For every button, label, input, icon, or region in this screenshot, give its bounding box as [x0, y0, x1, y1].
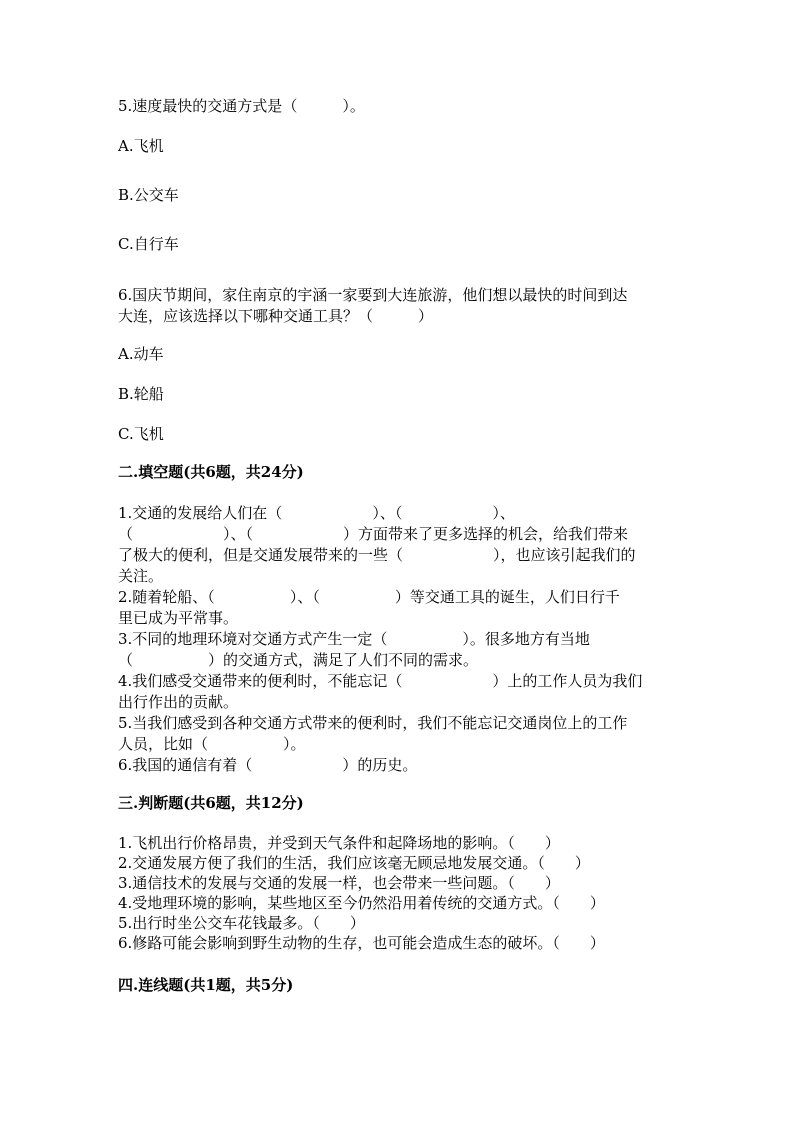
- q5-stem: 5.速度最快的交通方式是（ ）。: [118, 97, 365, 115]
- fill-line: 4.我们感受交通带来的便利时，不能忘记（ ）上的工作人员为我们: [118, 672, 643, 690]
- fill-line: （ ）的交通方式，满足了人们不同的需求。: [118, 651, 479, 669]
- fill-line: 人员，比如（ ）。: [118, 735, 306, 753]
- fill-line: 3.不同的地理环境对交通方式产生一定（ ）。很多地方有当地: [118, 630, 590, 648]
- judge-item: 3.通信技术的发展与交通的发展一样，也会带来一些问题。（ ）: [118, 874, 560, 892]
- judge-item: 2.交通发展方便了我们的生活，我们应该毫无顾忌地发展交通。（ ）: [118, 854, 590, 872]
- fill-line: 里已成为平常事。: [118, 609, 239, 627]
- fill-line: 出行作出的贡献。: [118, 693, 239, 711]
- section2-heading: 二.填空题(共6题，共24分): [118, 463, 304, 481]
- q6-stem-line1: 6.国庆节期间，家住南京的宇涵一家要到大连旅游，他们想以最快的时间到达: [118, 286, 628, 304]
- fill-line: 1.交通的发展给人们在（ ）、（ ）、: [118, 504, 515, 522]
- q5-option-c: C.自行车: [118, 235, 179, 253]
- fill-line: 了极大的便利，但是交通发展带来的一些（ ），也应该引起我们的: [118, 546, 636, 564]
- q6-option-c: C.飞机: [118, 425, 164, 443]
- judge-item: 1.飞机出行价格昂贵，并受到天气条件和起降场地的影响。（ ）: [118, 834, 560, 852]
- fill-line: 5.当我们感受到各种交通方式带来的便利时，我们不能忘记交通岗位上的工作: [118, 714, 628, 732]
- q5-option-b: B.公交车: [118, 186, 179, 204]
- judge-item: 5.出行时坐公交车花钱最多。（ ）: [118, 914, 365, 932]
- section4-heading: 四.连线题(共1题，共5分): [118, 976, 294, 994]
- judge-item: 6.修路可能会影响到野生动物的生存，也可能会造成生态的破坏。（ ）: [118, 934, 605, 952]
- section3-heading: 三.判断题(共6题，共12分): [118, 794, 304, 812]
- q6-option-b: B.轮船: [118, 385, 164, 403]
- q5-option-a: A.飞机: [118, 137, 164, 155]
- fill-line: （ ）、（ ）方面带来了更多选择的机会，给我们带来: [118, 525, 629, 543]
- q6-option-a: A.动车: [118, 345, 164, 363]
- fill-line: 关注。: [118, 567, 164, 585]
- q6-stem-line2: 大连，应该选择以下哪种交通工具？（ ）: [118, 307, 434, 325]
- fill-line: 2.随着轮船、（ ）、（ ）等交通工具的诞生，人们日行千: [118, 588, 620, 606]
- judge-item: 4.受地理环境的影响，某些地区至今仍然沿用着传统的交通方式。（ ）: [118, 894, 605, 912]
- fill-line: 6.我国的通信有着（ ）的历史。: [118, 756, 418, 774]
